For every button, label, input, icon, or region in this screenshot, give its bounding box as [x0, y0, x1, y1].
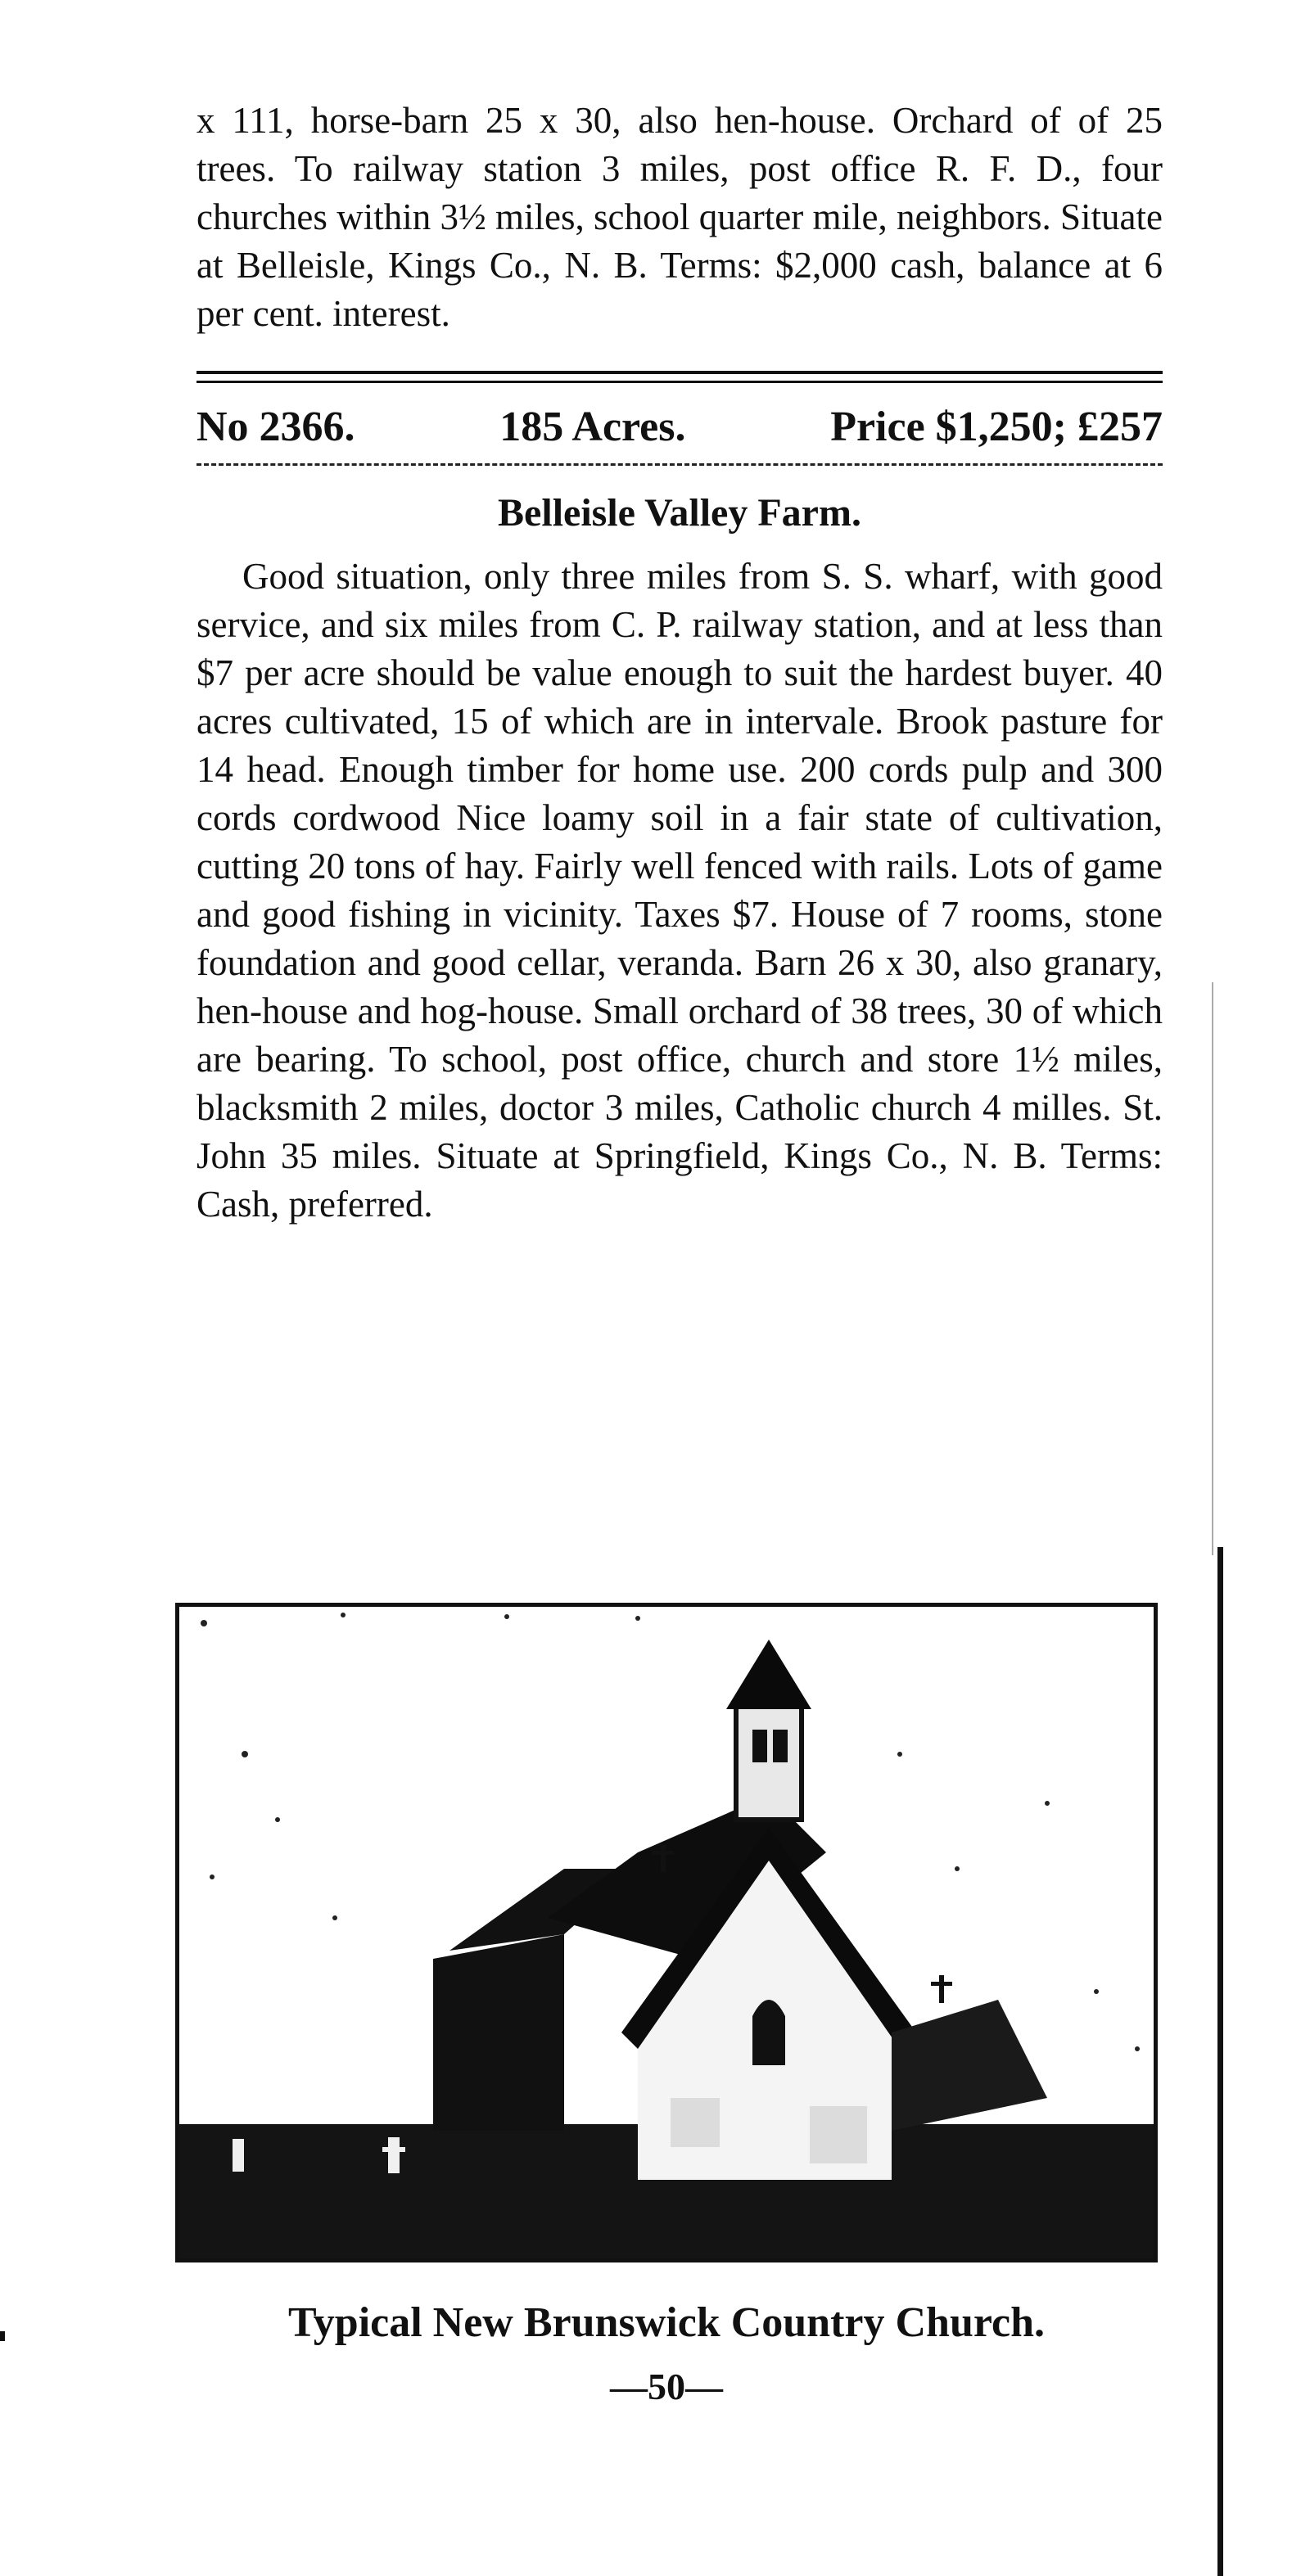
right-margin-rule-faint: [1212, 982, 1213, 1555]
listing-description: Good situation, only three miles from S. S. wharf, with good service, and six miles from C. P. railway station, and at less than $7 per acre should be value enough to suit the hardest buyer. 40 acres cultivated, 15 of which are in intervale. Brook pasture for 14 head. Enough timber for home use. 200 cords pulp and 300 cords cordwood Nice loamy soil in a fair state of cultivation, cutting 20 tons of hay. Fairly well fenced with rails. Lots of game and good fishing in vicinity. Taxes $7. House of 7 rooms, stone foundation and good cellar, veranda. Barn 26 x 30, also granary, hen-house and hog-house. Small orchard of 38 trees, 30 of which are bearing. To school, post office, church and store 1½ miles, blacksmith 2 miles, doctor 3 miles, Catholic church 4 milles. St. John 35 miles. Situate at Springfield, Kings Co., N. B. Terms: Cash, preferred.: [196, 556, 1163, 1225]
section-divider-bottom: [196, 381, 1163, 383]
page-number: —50—: [610, 2366, 723, 2407]
church-photo: [175, 1603, 1158, 2262]
header-dashed-rule: [196, 463, 1163, 466]
listing-acres: 185 Acres.: [499, 404, 686, 450]
previous-listing-text: x 111, horse-barn 25 x 30, also hen-house. Orchard of of 25 trees. To railway station 3 miles, post office R. F. D., four churches within 3½ miles, school quarter mile, neighbors. Situate at Belleisle, Kings Co., N. B. Terms: $2,000 cash, balance at 6 per cent. interest.: [196, 100, 1163, 334]
right-margin-rule: [1217, 1547, 1223, 2576]
listing-header: [196, 401, 1163, 453]
section-divider-top: [196, 371, 1163, 374]
listing-number: No 2366.: [196, 404, 355, 450]
text-column: [196, 97, 1163, 1229]
photo-caption: Typical New Brunswick Country Church.: [287, 2299, 1046, 2346]
listing-price: Price $1,250; £257: [830, 404, 1163, 450]
stray-ink-mark: [0, 2331, 5, 2341]
farm-title: Belleisle Valley Farm.: [498, 491, 861, 535]
church-illustration: [179, 1607, 1154, 2258]
